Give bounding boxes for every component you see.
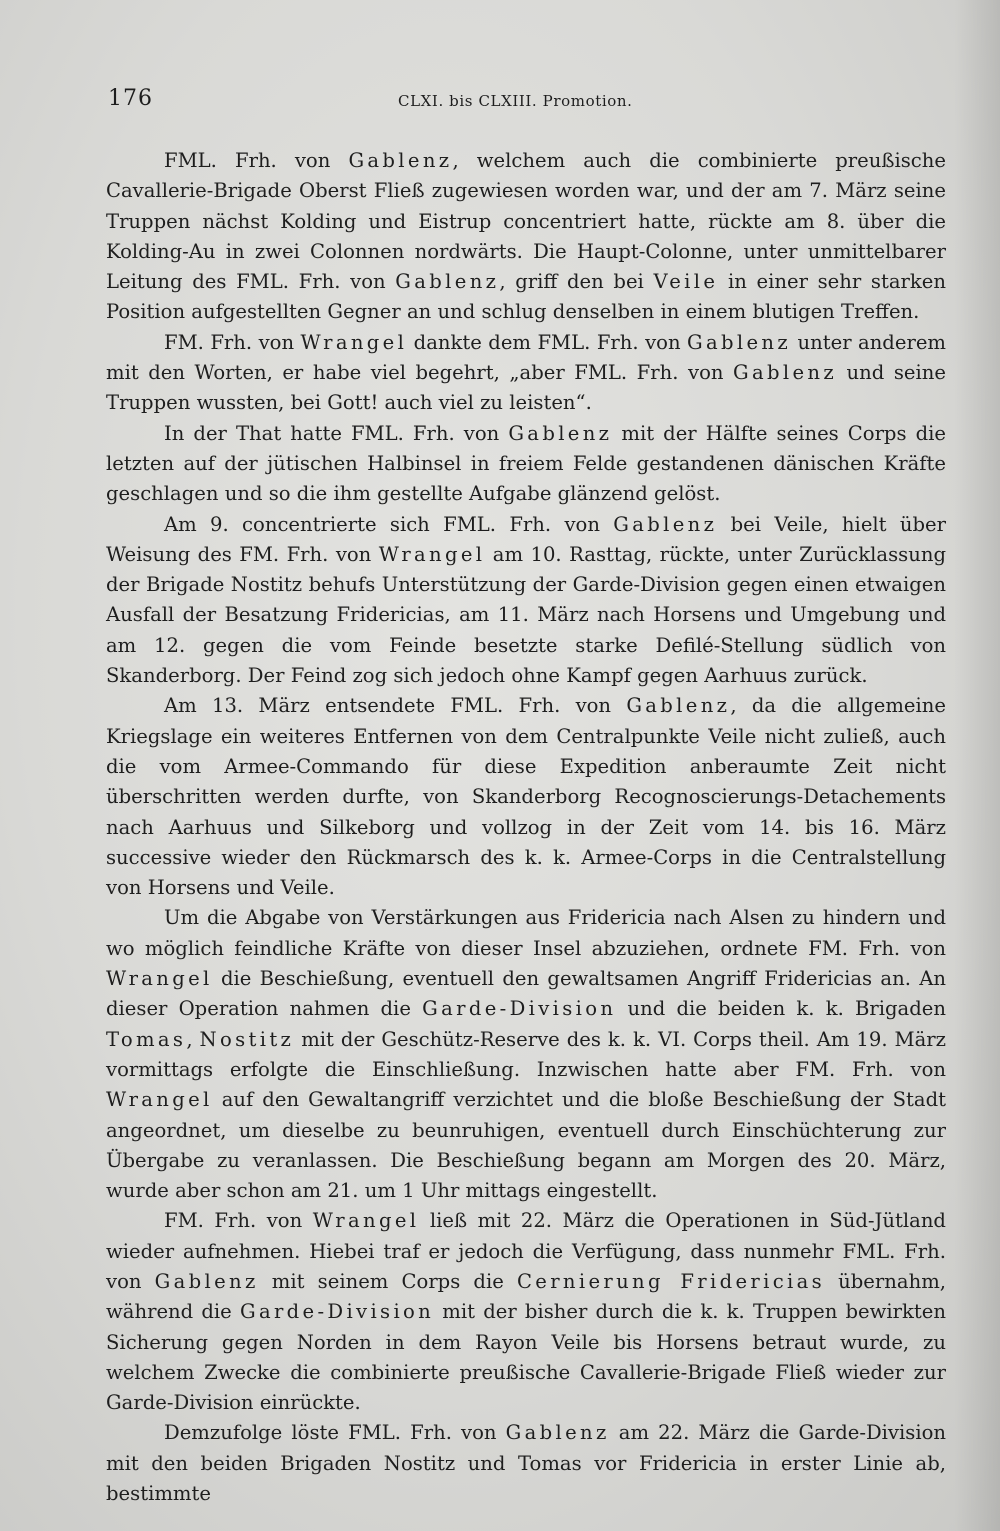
text-run: übernahm, während die	[106, 1269, 946, 1324]
paragraph	[106, 146, 946, 328]
text-run: , welchem auch die combinierte preußische Cavallerie-Brigade Oberst Fließ zugewiesen worden war, und der am 7. März seine Truppen nächst Kolding und Eistrup concentriert hatte, rückte am 8. über die Kolding-Au in zwei Colonnen nordwärts. Die Haupt-Colonne, unter unmittelbarer Leitung des FML. Frh. von	[106, 149, 946, 294]
text-run: am 10. Rasttag, rückte, unter Zurücklassung der Brigade Nostitz behufs Unterstützung der Garde-Division gegen einen etwaigen Ausfall der Besatzung Fridericias, am 11. März nach Horsens und Umgebung und am 12. gegen die vom Feinde besetzte starke Defilé-Stellung südlich von Skanderborg. Der Feind zog sich jedoch ohne Kampf gegen Aarhuus zurück.	[106, 542, 946, 688]
text-run: FML. Frh. von	[164, 149, 349, 172]
text-run: dankte dem FML. Frh. von	[407, 330, 688, 354]
text-run: Am 13. März entsendete FML. Frh. von	[164, 694, 627, 718]
spaced-name: Garde-Division	[422, 997, 617, 1021]
text-run: FM. Frh. von	[164, 330, 301, 354]
text-run: unter anderem mit den Worten, er habe viel begehrt, „aber FML. Frh. von	[106, 330, 946, 385]
page-number: 176	[108, 86, 153, 111]
spaced-name: Gablenz	[348, 149, 453, 172]
text-run: ließ mit 22. März die Operationen in Süd-Jütland wieder aufnehmen. Hiebei traf er jedoch die Verfügung, dass nunmehr FML. Frh. von	[106, 1209, 946, 1293]
body-text	[106, 146, 946, 1509]
spaced-name: Gablenz	[154, 1269, 259, 1293]
spaced-name: Gablenz	[395, 270, 500, 294]
text-run: und die beiden k. k. Brigaden	[616, 997, 946, 1021]
text-run: , griff den bei	[499, 270, 654, 294]
text-run: Demzufolge löste FML. Frh. von	[164, 1421, 506, 1445]
spaced-name: Gablenz	[626, 694, 731, 718]
paragraph	[106, 691, 946, 903]
spaced-name: Gablenz	[505, 1421, 610, 1445]
text-run: auf den Gewaltangriff verzichtet und die bloße Beschießung der Stadt angeordnet, um dieselbe zu beunruhigen, eventuell durch Einschüchterung zur Übergabe zu veranlassen. Die Beschießung begann am Morgen des 20. März, wurde aber schon am 21. um 1 Uhr mittags eingestellt.	[106, 1088, 946, 1203]
spaced-name: Cernierung Fridericias	[516, 1269, 825, 1293]
spaced-name: Wrangel	[300, 330, 408, 354]
text-run: die Beschießung, eventuell den gewaltsamen Angriff Fridericias an. An dieser Operation nahmen die	[106, 967, 946, 1021]
paragraph	[106, 1206, 946, 1418]
text-run: mit seinem Corps die	[258, 1269, 517, 1293]
text-run: FM. Frh. von	[164, 1209, 313, 1233]
paragraph	[106, 419, 946, 510]
running-head: CLXI. bis CLXIII. Promotion.	[398, 92, 633, 110]
text-run: Um die Abgabe von Verstärkungen aus Fridericia nach Alsen zu hindern und wo möglich feindliche Kräfte von dieser Insel abzuziehen, ordnete FM. Frh. von	[106, 906, 946, 960]
paragraph	[106, 1418, 946, 1509]
spaced-name: Gablenz	[733, 361, 838, 385]
spaced-name: Veile	[653, 270, 719, 294]
paragraph	[106, 510, 946, 692]
text-run: Am 9. concentrierte sich FML. Frh. von	[164, 512, 614, 536]
text-run: am 22. März die Garde-Division mit den beiden Brigaden Nostitz und Tomas vor Fridericia in erster Linie ab, bestimmte	[106, 1421, 946, 1506]
spaced-name: Gablenz	[687, 330, 792, 354]
spaced-name: Nostitz	[199, 1027, 295, 1051]
text-run: , da die allgemeine Kriegslage ein weiteres Entfernen von dem Centralpunkte Veile nicht zuließ, auch die vom Armee-Commando für diese Expedition anberaumte Zeit nicht überschritten werden durfte, von Skanderborg Recognoscierungs-Detachements nach Aarhuus und Silkeborg und vollzog in der Zeit vom 14. bis 16. März successive wieder den Rückmarsch des k. k. Armee-Corps in die Centralstellung von Horsens und Veile.	[106, 694, 946, 900]
spaced-name: Wrangel	[378, 542, 486, 566]
spaced-name: Garde-Division	[239, 1300, 435, 1324]
text-run: mit der Hälfte seines Corps die letzten auf der jütischen Halbinsel in freiem Felde gestandenen dänischen Kräfte geschlagen und so die ihm gestellte Aufgabe glänzend gelöst.	[106, 421, 946, 506]
spaced-name: Tomas	[106, 1027, 187, 1051]
text-run: In der That hatte FML. Frh. von	[164, 421, 509, 445]
spaced-name: Wrangel	[106, 967, 213, 991]
spaced-name: Wrangel	[106, 1088, 213, 1112]
spaced-name: Gablenz	[613, 512, 718, 536]
text-run: mit der bisher durch die k. k. Truppen bewirkten Sicherung gegen Norden in dem Rayon Veile bis Horsens betraut wurde, zu welchem Zwecke die combinierte preußische Cavallerie-Brigade Fließ wieder zur Garde-Division einrückte.	[106, 1300, 947, 1415]
text-run: ,	[186, 1027, 200, 1051]
text-run: mit der Geschütz-Reserve des k. k. VI. Corps theil. Am 19. März vormittags erfolgte die Einschließung. Inzwischen hatte aber FM. Frh. von	[106, 1027, 946, 1081]
spaced-name: Wrangel	[312, 1209, 420, 1233]
text-run: und seine Truppen wussten, bei Gott! auch viel zu leisten“.	[106, 361, 946, 415]
text-run: in einer sehr starken Position aufgestellten Gegner an und schlug denselben in einem blutigen Treffen.	[106, 270, 946, 324]
page-header	[108, 86, 946, 118]
spaced-name: Gablenz	[508, 421, 613, 445]
paragraph	[106, 903, 946, 1206]
paragraph	[106, 328, 946, 419]
text-run: bei Veile, hielt über Weisung des FM. Frh. von	[106, 512, 946, 566]
